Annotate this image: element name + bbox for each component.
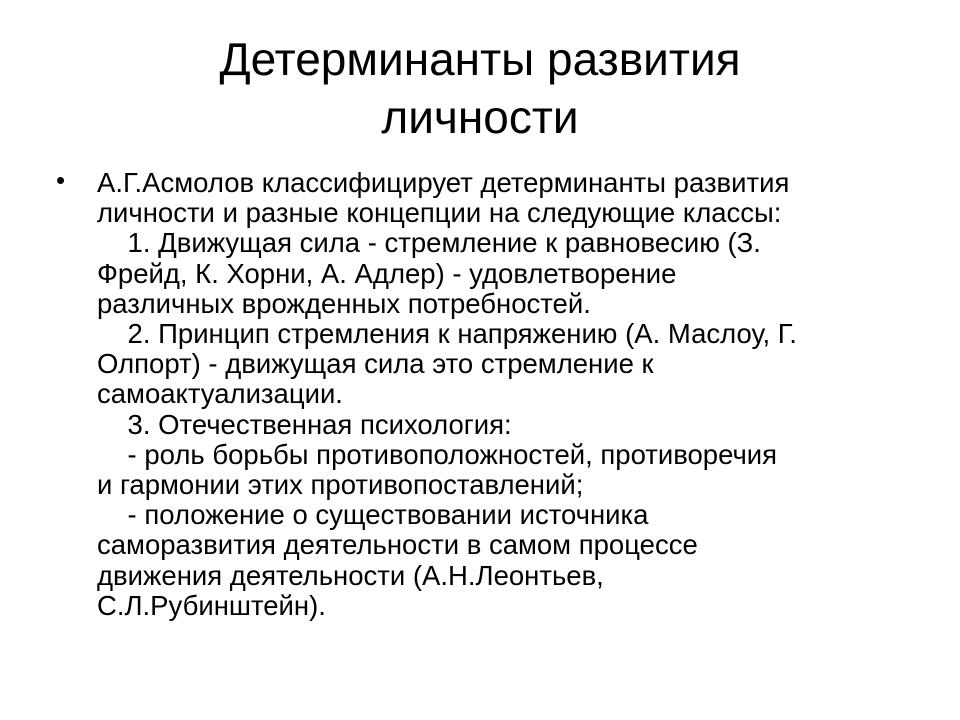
slide-title — [120, 30, 840, 146]
body-line-10: - роль борьбы противоположностей, противоречия — [97, 438, 778, 470]
body-line-15: С.Л.Рубинштейн). — [97, 589, 326, 621]
body-line-14: движения деятельности (А.Н.Леонтьев, — [97, 559, 604, 591]
body-line-12: - положение о существовании источника — [97, 499, 649, 531]
slide-title-line-1: Детерминанты развития — [219, 33, 741, 85]
body-line-11: и гармонии этих противопоставлений; — [97, 469, 584, 501]
body-line-1: А.Г.Асмолов классифицирует детерминанты развития — [97, 167, 790, 198]
body-line-8: самоактуализации. — [97, 378, 343, 410]
body-line-4: Фрейд, К. Хорни, А. Адлер) - удовлетворение — [97, 257, 677, 289]
bullet-item-text — [97, 168, 927, 621]
bullet-dot-icon: • — [56, 165, 66, 195]
body-line-2: личности и разные концепции на следующие классы: — [97, 197, 782, 229]
body-line-7: Олпорт) - движущая сила это стремление к — [97, 348, 654, 380]
body-line-5: различных врожденных потребностей. — [97, 287, 591, 319]
body-line-3: 1. Движущая сила - стремление к равновесию (З. — [97, 227, 761, 259]
body-line-13: саморазвития деятельности в самом процессе — [97, 529, 698, 561]
body-line-9: 3. Отечественная психология: — [97, 408, 512, 440]
slide-title-line-2: личности — [381, 91, 579, 143]
body-line-6: 2. Принцип стремления к напряжению (А. Маслоу, Г. — [97, 318, 797, 350]
